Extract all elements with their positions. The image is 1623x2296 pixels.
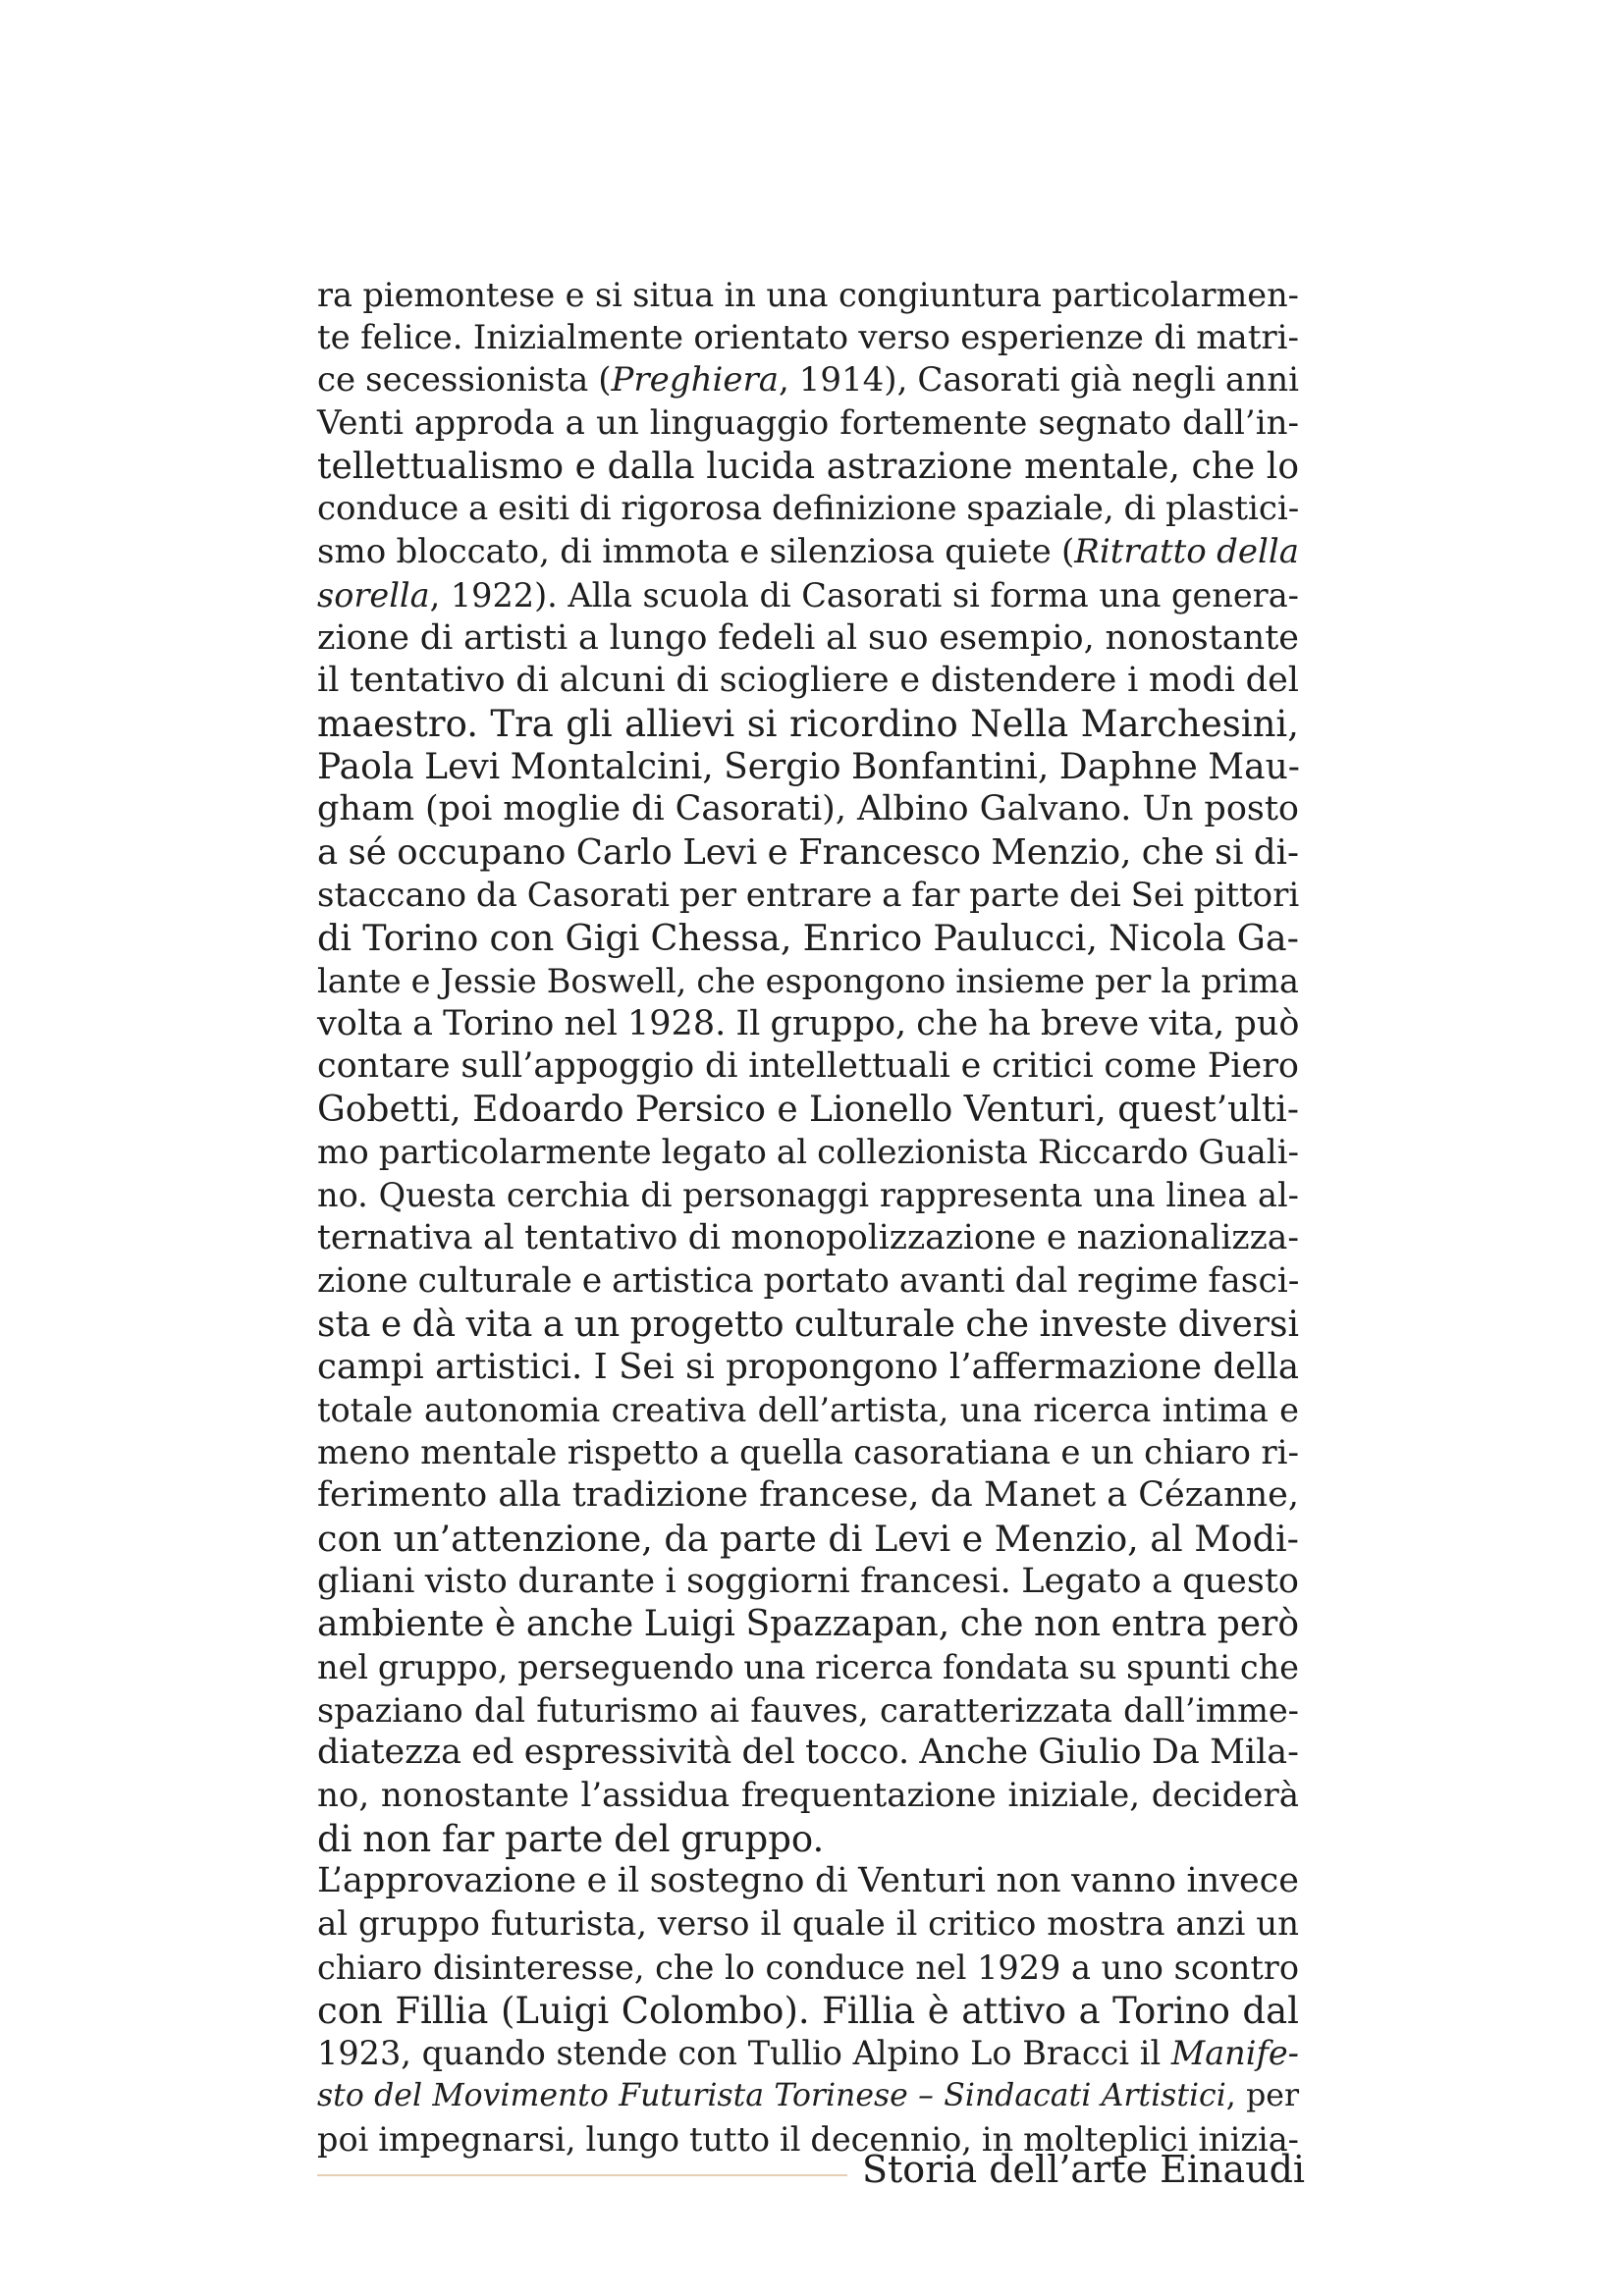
text-segment: Gobetti, Edoardo Persico e Lionello Venturi, quest’ulti- <box>317 1090 1299 1131</box>
text-segment: no, nonostante l’assidua frequentazione iniziale, deciderà <box>317 1776 1299 1816</box>
text-line <box>317 875 1299 918</box>
text-segment: ferimento alla tradizione francese, da Manet a Cézanne, <box>317 1475 1299 1516</box>
text-line <box>317 1346 1299 1389</box>
text-segment: , per <box>1225 2077 1300 2113</box>
text-segment: ce secessionista ( <box>317 360 612 400</box>
text-segment: staccano da Casorati per entrare a far parte dei Sei pittori <box>317 875 1300 915</box>
text-segment: contare sull’appoggio di intellettuali e critici come Piero <box>317 1046 1299 1087</box>
text-line <box>317 1389 1299 1432</box>
text-segment: no. Questa cerchia di personaggi rappresenta una linea al- <box>317 1176 1299 1215</box>
text-line <box>317 831 1299 875</box>
text-line <box>317 1174 1299 1217</box>
body-text <box>317 274 1299 2161</box>
text-line <box>317 359 1299 402</box>
text-segment: tellettualismo e dalla lucida astrazione mentale, che lo <box>317 446 1299 487</box>
text-segment: L’approvazione e il sostegno di Venturi non vanno invece <box>317 1861 1299 1901</box>
text-line <box>317 703 1299 746</box>
text-line <box>317 2032 1299 2075</box>
text-segment: 1923, quando stende con Tullio Alpino Lo Bracci il <box>317 2034 1171 2073</box>
text-line <box>317 1603 1299 1646</box>
text-line <box>317 1561 1299 1604</box>
text-line <box>317 2075 1299 2118</box>
text-line <box>317 1518 1299 1561</box>
text-line <box>317 1432 1299 1475</box>
text-segment: Venti approda a un linguaggio fortemente segnato dall’in- <box>317 403 1299 444</box>
text-segment: gham (poi moglie di Casorati), Albino Galvano. Un posto <box>317 789 1299 829</box>
text-line <box>317 1903 1299 1947</box>
text-segment: conduce a esiti di rigorosa definizione spaziale, di plastici- <box>317 489 1300 529</box>
text-segment: di Torino con Gigi Chessa, Enrico Paulucci, Nicola Ga- <box>317 917 1299 960</box>
italic-title-segment: sto del Movimento Futurista Torinese – Sindacati Artistici <box>317 2077 1226 2113</box>
text-segment: di non far parte del gruppo. <box>317 1817 825 1860</box>
text-segment: al gruppo futurista, verso il quale il critico mostra anzi un <box>317 1904 1299 1945</box>
text-line <box>317 1132 1299 1175</box>
text-line <box>317 274 1299 317</box>
text-line <box>317 1304 1299 1347</box>
italic-title-segment: Ritratto della <box>1074 532 1299 572</box>
text-segment: campi artistici. I Sei si propongono l’affermazione della <box>317 1347 1299 1388</box>
text-segment: totale autonomia creativa dell’artista, una ricerca intima e <box>317 1390 1299 1429</box>
text-segment: poi impegnarsi, lungo tutto il decennio, in molteplici inizia- <box>317 2119 1299 2159</box>
footer-rule <box>317 2174 847 2176</box>
text-line <box>317 1089 1299 1132</box>
text-segment: il tentativo di alcuni di sciogliere e distendere i modi del <box>317 661 1299 701</box>
text-segment: chiaro disinteresse, che lo conduce nel 1929 a uno scontro <box>317 1948 1299 1987</box>
text-line <box>317 317 1299 360</box>
text-line <box>317 1045 1299 1089</box>
text-line <box>317 788 1299 831</box>
text-line <box>317 531 1299 574</box>
italic-title-segment: Manife- <box>1170 2034 1299 2073</box>
text-line <box>317 660 1299 703</box>
text-line <box>317 1990 1299 2033</box>
text-line <box>317 488 1299 531</box>
text-line <box>317 1732 1299 1775</box>
text-segment: meno mentale rispetto a quella casoratiana e un chiaro ri- <box>317 1432 1299 1472</box>
text-line <box>317 1474 1299 1518</box>
text-segment: spaziano dal futurismo ai fauves, caratterizzata dall’imme- <box>317 1690 1299 1730</box>
text-segment: smo bloccato, di immota e silenziosa quiete ( <box>317 532 1075 572</box>
text-segment: te felice. Inizialmente orientato verso esperienze di matri- <box>317 317 1299 357</box>
text-line <box>317 1646 1299 1689</box>
text-segment: maestro. Tra gli allievi si ricordino Nella Marchesini, <box>317 702 1299 745</box>
text-line <box>317 446 1299 489</box>
text-segment: , 1922). Alla scuola di Casorati si forma una genera- <box>429 575 1299 614</box>
text-line <box>317 1947 1299 1990</box>
text-line <box>317 1217 1299 1260</box>
text-segment: mo particolarmente legato al collezionista Riccardo Guali- <box>317 1132 1299 1172</box>
text-segment: gliani visto durante i soggiorni francesi. Legato a questo <box>317 1561 1299 1601</box>
text-segment: con un’attenzione, da parte di Levi e Menzio, al Modi- <box>317 1517 1299 1560</box>
text-segment: ra piemontese e si situa in una congiuntura particolarmen- <box>317 276 1299 314</box>
text-segment: zione di artisti a lungo fedeli al suo esempio, nonostante <box>317 617 1299 658</box>
text-line <box>317 1689 1299 1733</box>
text-line <box>317 1260 1299 1304</box>
text-line <box>317 746 1299 789</box>
footer-title: Storia dell’arte Einaudi <box>862 2148 1306 2191</box>
text-segment: Paola Levi Montalcini, Sergio Bonfantini, Daphne Mau- <box>317 746 1300 787</box>
text-segment: ternativa al tentativo di monopolizzazione e nazionalizza- <box>317 1218 1299 1258</box>
text-line <box>317 917 1299 960</box>
text-line <box>317 960 1299 1003</box>
text-line <box>317 1860 1299 1903</box>
text-segment: lante e Jessie Boswell, che espongono insieme per la prima <box>317 962 1299 1000</box>
text-line <box>317 617 1299 661</box>
text-segment: a sé occupano Carlo Levi e Francesco Menzio, che si di- <box>317 831 1299 873</box>
text-segment: volta a Torino nel 1928. Il gruppo, che ha breve vita, può <box>317 1003 1300 1043</box>
italic-title-segment: sorella <box>317 575 430 614</box>
text-segment: con Fillia (Luigi Colombo). Fillia è attivo a Torino dal <box>317 1989 1299 2032</box>
text-line <box>317 574 1299 617</box>
text-segment: sta e dà vita a un progetto culturale che investe diversi <box>317 1304 1299 1345</box>
italic-title-segment: Preghiera <box>611 360 779 400</box>
text-line <box>317 1775 1299 1818</box>
text-segment: ambiente è anche Luigi Spazzapan, che non entra però <box>317 1604 1299 1645</box>
text-line <box>317 1818 1299 1861</box>
text-segment: diatezza ed espressività del tocco. Anche Giulio Da Mila- <box>317 1733 1299 1773</box>
text-line <box>317 1003 1299 1046</box>
text-segment: nel gruppo, perseguendo una ricerca fondata su spunti che <box>317 1648 1299 1686</box>
text-segment: , 1914), Casorati già negli anni <box>778 360 1299 400</box>
text-line <box>317 402 1299 446</box>
text-segment: zione culturale e artistica portato avanti dal regime fasci- <box>317 1260 1300 1301</box>
